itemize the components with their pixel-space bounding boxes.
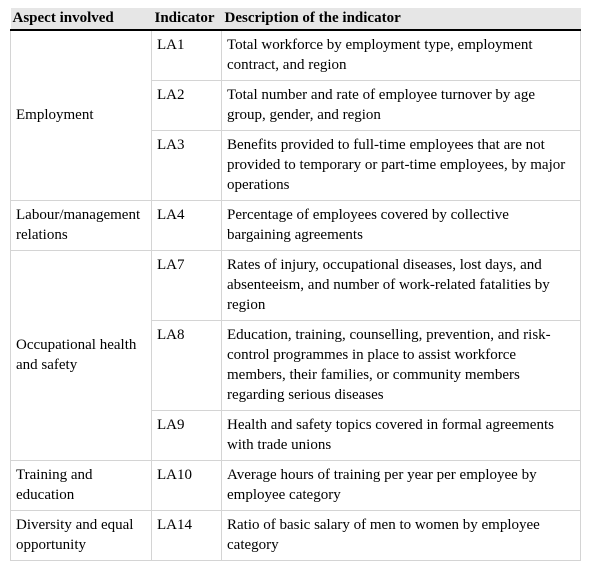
- description-cell: Ratio of basic salary of men to women by employee category: [222, 511, 581, 561]
- table-row: [11, 251, 581, 321]
- table-row: [11, 511, 581, 561]
- indicator-table: [10, 8, 581, 561]
- description-cell: Education, training, counselling, prevention, and risk-control programmes in place to assist workforce members, their families, or community members regarding serious diseases: [222, 321, 581, 411]
- indicator-cell: LA4: [152, 201, 222, 251]
- indicator-cell: LA9: [152, 411, 222, 461]
- header-aspect: Aspect involved: [11, 8, 152, 30]
- indicator-cell: LA3: [152, 131, 222, 201]
- indicator-cell: LA14: [152, 511, 222, 561]
- indicator-cell: LA7: [152, 251, 222, 321]
- aspect-cell: Occupational health and safety: [11, 251, 152, 461]
- description-cell: Percentage of employees covered by collective bargaining agreements: [222, 201, 581, 251]
- description-cell: Benefits provided to full-time employees that are not provided to temporary or part-time employees, by major operations: [222, 131, 581, 201]
- header-row: [11, 8, 581, 30]
- aspect-cell: Diversity and equal opportunity: [11, 511, 152, 561]
- table-body: [11, 30, 581, 561]
- indicator-table-container: [10, 8, 580, 561]
- header-indicator: Indicator: [152, 8, 222, 30]
- table-row: [11, 201, 581, 251]
- indicator-cell: LA8: [152, 321, 222, 411]
- description-cell: Rates of injury, occupational diseases, lost days, and absenteeism, and number of work-related fatalities by region: [222, 251, 581, 321]
- description-cell: Average hours of training per year per employee by employee category: [222, 461, 581, 511]
- header-description: Description of the indicator: [222, 8, 581, 30]
- aspect-cell: Employment: [11, 30, 152, 201]
- aspect-cell: Labour/management relations: [11, 201, 152, 251]
- indicator-cell: LA1: [152, 30, 222, 81]
- description-cell: Total number and rate of employee turnover by age group, gender, and region: [222, 81, 581, 131]
- description-cell: Total workforce by employment type, employment contract, and region: [222, 30, 581, 81]
- description-cell: Health and safety topics covered in formal agreements with trade unions: [222, 411, 581, 461]
- table-header: [11, 8, 581, 30]
- aspect-cell: Training and education: [11, 461, 152, 511]
- table-row: [11, 30, 581, 81]
- table-row: [11, 461, 581, 511]
- indicator-cell: LA2: [152, 81, 222, 131]
- indicator-cell: LA10: [152, 461, 222, 511]
